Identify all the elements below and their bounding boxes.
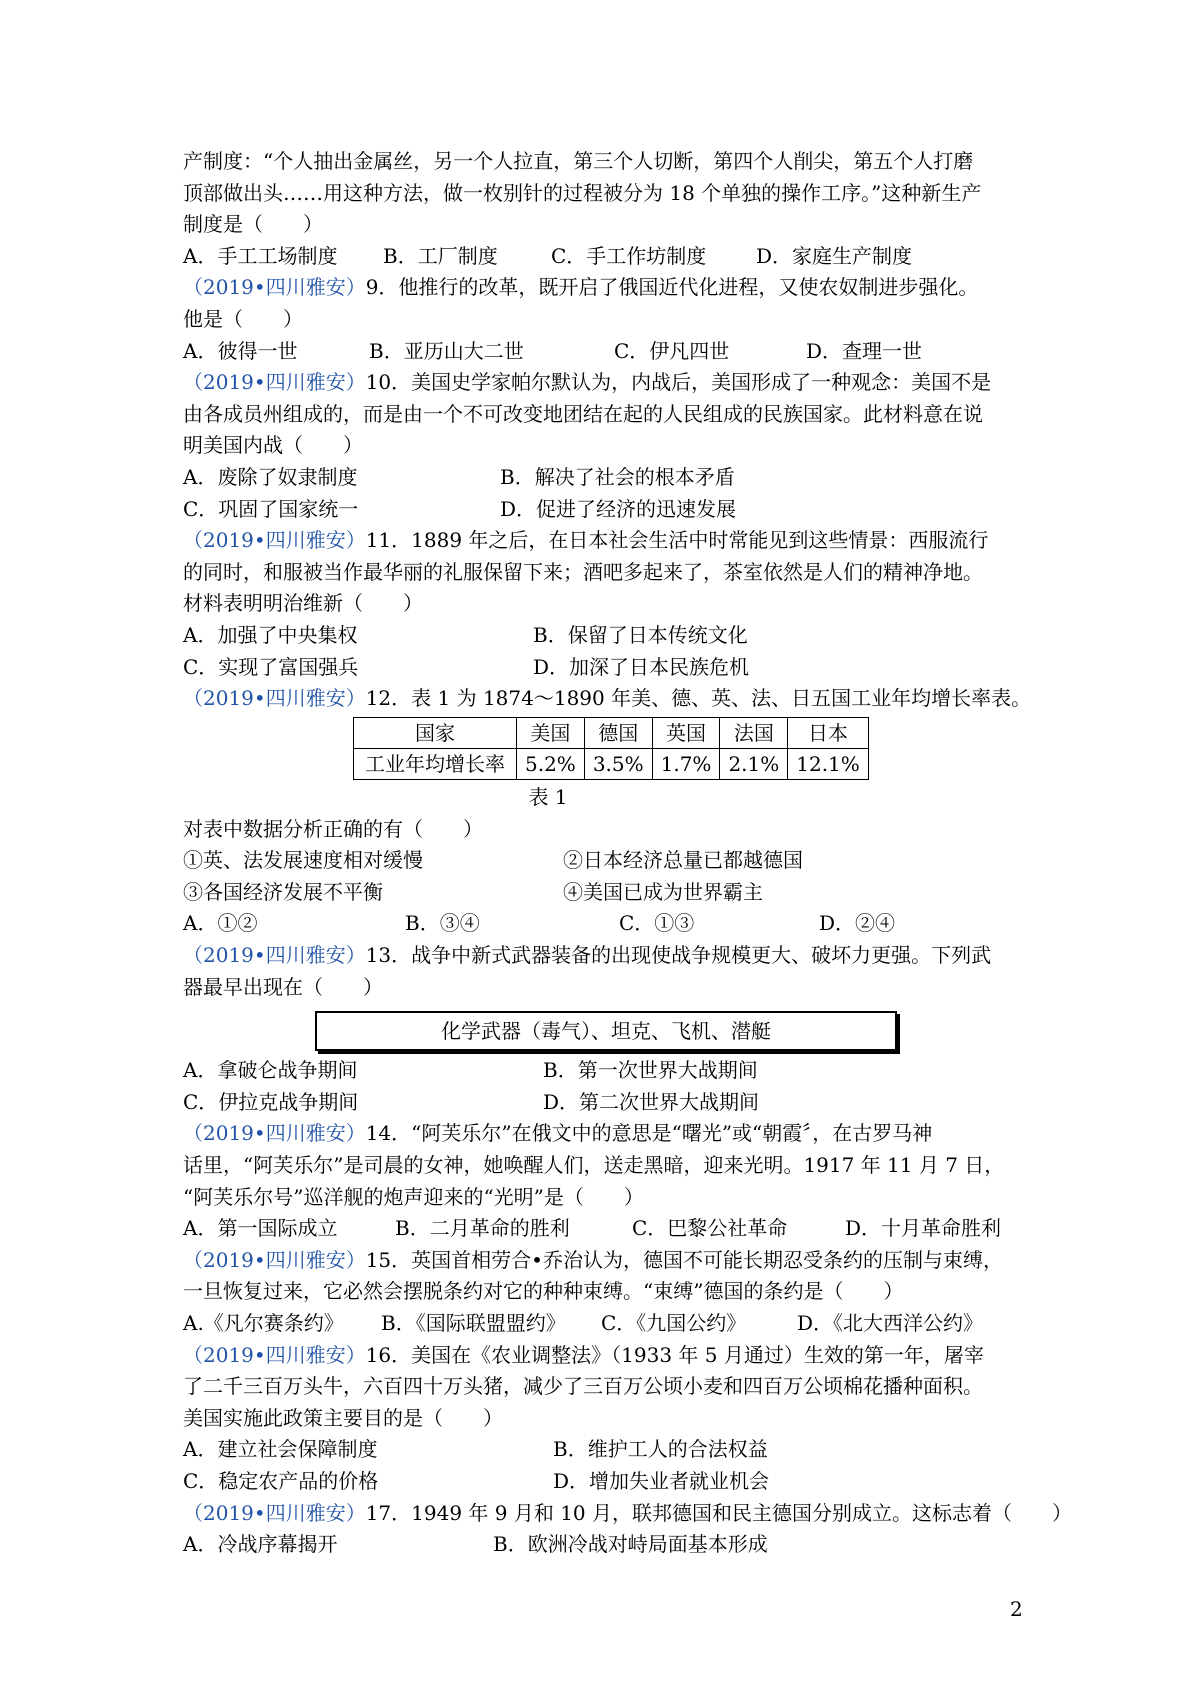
q9-text: 9．他推行的改革，既开启了俄国近代化进程，又使农奴制进步强化。	[365, 275, 979, 300]
q11-text: 11．1889 年之后，在日本社会生活中时常能见到这些情景：西服流行	[365, 528, 989, 553]
q9-option-a: A．彼得一世	[183, 338, 298, 363]
q8-option-c: C．手工作坊制度	[551, 243, 707, 268]
q8-option-b: B．工厂制度	[383, 243, 498, 268]
q16-option-c: C．稳定农产品的价格	[183, 1468, 379, 1493]
q13-stem-line-2: 器最早出现在（ ）	[183, 974, 383, 999]
q15-option-b: B．《国际联盟盟约》	[381, 1311, 566, 1335]
q12-item-3: ③各国经济发展不平衡	[183, 879, 383, 904]
page-content	[183, 146, 1073, 1561]
q16-source: （2019•四川雅安）	[183, 1342, 366, 1367]
q14-option-a: A．第一国际成立	[183, 1216, 338, 1241]
q11-option-b: B．保留了日本传统文化	[533, 622, 748, 647]
table-header-cell: 美国	[517, 717, 585, 748]
q17-source: （2019•四川雅安）	[183, 1500, 366, 1525]
q12-stem-line-2: 对表中数据分析正确的有（ ）	[183, 816, 483, 841]
q8-stem-line-3: 制度是（ ）	[183, 212, 323, 237]
q12-option-b: B．③④	[405, 911, 480, 936]
q10-options-row-1	[183, 462, 1033, 494]
table-header-cell: 法国	[720, 717, 788, 748]
q17-text: 17．1949 年 9 月和 10 月，联邦德国和民主德国分别成立。这标志着（ ）	[365, 1500, 1073, 1525]
q10-options-row-2	[183, 494, 1033, 526]
q10-source: （2019•四川雅安）	[183, 370, 366, 395]
table-caption: 表 1	[528, 784, 568, 809]
q14-stem-line-2: 话里，“阿芙乐尔”是司晨的女神，她唤醒人们，送走黑暗，迎来光明。1917 年 11 月 7 日，	[183, 1153, 1005, 1178]
q12-option-d: D．②④	[819, 911, 896, 936]
q15-source: （2019•四川雅安）	[183, 1247, 366, 1272]
q9-option-b: B．亚历山大二世	[369, 338, 524, 363]
q17-option-a: A．冷战序幕揭开	[183, 1532, 338, 1557]
q8-option-a: A．手工工场制度	[183, 243, 338, 268]
q14-source: （2019•四川雅安）	[183, 1121, 366, 1146]
q16-text: 16．美国在《农业调整法》（1933 年 5 月通过）生效的第一年，屠宰	[365, 1342, 984, 1367]
q12-source: （2019•四川雅安）	[183, 686, 366, 711]
q13-option-b: B．第一次世界大战期间	[543, 1058, 758, 1083]
q12-options	[183, 908, 1033, 940]
q11-options-row-1	[183, 620, 1033, 652]
q15-options	[183, 1308, 1033, 1340]
q11-stem	[183, 525, 1033, 557]
q16-options-row-1	[183, 1434, 1033, 1466]
q9-stem	[183, 272, 1033, 304]
q11-option-c: C．实现了富国强兵	[183, 654, 359, 679]
q13-source: （2019•四川雅安）	[183, 943, 366, 968]
table-row	[354, 748, 869, 779]
q13-option-c: C．伊拉克战争期间	[183, 1089, 359, 1114]
q11-stem-line-2: 的同时，和服被当作最华丽的礼服保留下来；酒吧多起来了，茶室依然是人们的精神净地。	[183, 559, 983, 584]
q14-option-b: B．二月革命的胜利	[395, 1216, 570, 1241]
page-number: 2	[1010, 1597, 1023, 1621]
table-cell: 12.1%	[788, 748, 869, 779]
q14-stem	[183, 1118, 1033, 1150]
q15-option-a: A.《凡尔赛条约》	[183, 1311, 344, 1335]
q9-stem-line-2: 他是（ ）	[183, 306, 303, 331]
table-cell: 2.1%	[720, 748, 788, 779]
table-cell: 工业年均增长率	[354, 748, 517, 779]
q12-items-row-2	[183, 877, 1033, 909]
q16-option-d: D．增加失业者就业机会	[553, 1468, 770, 1493]
growth-rate-table	[353, 717, 869, 780]
q10-option-c: C．巩固了国家统一	[183, 496, 359, 521]
table-cell: 1.7%	[652, 748, 720, 779]
q13-option-d: D．第二次世界大战期间	[543, 1089, 760, 1114]
q10-option-a: A．废除了奴隶制度	[183, 464, 358, 489]
table-cell: 3.5%	[584, 748, 652, 779]
q16-stem-line-3: 美国实施此政策主要目的是（ ）	[183, 1405, 503, 1430]
q13-options-row-1	[183, 1055, 1033, 1087]
q13-stem	[183, 940, 1033, 972]
q16-option-b: B．维护工人的合法权益	[553, 1437, 768, 1462]
q9-options	[183, 336, 1033, 368]
q12-option-c: C．①③	[619, 911, 695, 936]
q8-option-d: D．家庭生产制度	[756, 243, 913, 268]
q9-option-d: D．查理一世	[806, 338, 923, 363]
q17-options	[183, 1529, 1033, 1561]
table-header-cell: 国家	[354, 717, 517, 748]
q12-item-2: ②日本经济总量已都越德国	[563, 848, 803, 873]
q10-stem-line-2: 由各成员州组成的，而是由一个不可改变地团结在起的人民组成的民族国家。此材料意在说	[183, 401, 983, 426]
q16-stem	[183, 1340, 1033, 1372]
q15-option-c: C．《九国公约》	[601, 1311, 747, 1335]
q14-options	[183, 1213, 1033, 1245]
q12-text: 12．表 1 为 1874～1890 年美、德、英、法、日五国工业年均增长率表。	[365, 686, 1032, 711]
table-header-cell: 德国	[584, 717, 652, 748]
q8-stem-line-1: 产制度：“个人抽出金属丝，另一个人拉直，第三个人切断，第四个人削尖，第五个人打磨	[183, 149, 974, 173]
q14-option-c: C．巴黎公社革命	[632, 1216, 788, 1241]
q16-options-row-2	[183, 1466, 1033, 1498]
q10-text: 10．美国史学家帕尔默认为，内战后，美国形成了一种观念：美国不是	[365, 370, 992, 395]
q17-stem	[183, 1498, 1073, 1530]
table-cell: 5.2%	[517, 748, 585, 779]
table-header-cell: 英国	[652, 717, 720, 748]
q15-stem-line-2: 一旦恢复过来，它必然会摆脱条约对它的种种束缚。“束缚”德国的条约是（ ）	[183, 1279, 904, 1304]
q13-option-a: A．拿破仑战争期间	[183, 1058, 358, 1083]
q12-option-a: A．①②	[183, 911, 258, 936]
q16-option-a: A．建立社会保障制度	[183, 1437, 378, 1462]
q12-stem	[183, 683, 1033, 715]
q17-option-b: B．欧洲冷战对峙局面基本形成	[493, 1532, 768, 1557]
q12-item-1: ①英、法发展速度相对缓慢	[183, 848, 423, 873]
q15-text: 15．英国首相劳合•乔治认为，德国不可能长期忍受条约的压制与束缚，	[365, 1247, 1003, 1272]
q11-stem-line-3: 材料表明明治维新（ ）	[183, 591, 423, 616]
q15-option-d: D．《北大西洋公约》	[797, 1311, 984, 1335]
q14-text: 14．“阿芙乐尔”在俄文中的意思是“曙光”或“朝霞〞，在古罗马神	[365, 1121, 933, 1146]
q16-stem-line-2: 了二千三百万头牛，六百四十万头猪，减少了三百万公顷小麦和四百万公顷棉花播种面积。	[183, 1374, 983, 1399]
q13-text: 13．战争中新式武器装备的出现使战争规模更大、破坏力更强。下列武	[365, 943, 992, 968]
q11-option-a: A．加强了中央集权	[183, 622, 358, 647]
q9-source: （2019•四川雅安）	[183, 275, 366, 300]
q11-option-d: D．加深了日本民族危机	[533, 654, 750, 679]
q10-stem	[183, 367, 1033, 399]
q8-options	[183, 241, 1033, 273]
table-header-cell: 日本	[788, 717, 869, 748]
q10-stem-line-3: 明美国内战（ ）	[183, 433, 363, 458]
q12-item-4: ④美国已成为世界霸主	[563, 879, 763, 904]
q10-option-b: B．解决了社会的根本矛盾	[500, 464, 735, 489]
q14-option-d: D．十月革命胜利	[845, 1216, 1002, 1241]
q12-items-row-1	[183, 845, 1033, 877]
q10-option-d: D．促进了经济的迅速发展	[500, 496, 737, 521]
q11-source: （2019•四川雅安）	[183, 528, 366, 553]
q11-options-row-2	[183, 652, 1033, 684]
q15-stem	[183, 1245, 1033, 1277]
weapons-box: 化学武器（毒气）、坦克、飞机、潜艇	[315, 1011, 897, 1051]
q9-option-c: C．伊凡四世	[614, 338, 730, 363]
q8-stem-line-2: 顶部做出头……用这种方法，做一枚别针的过程被分为 18 个单独的操作工序。”这种新生产	[183, 180, 982, 205]
q14-stem-line-3: “阿芙乐尔号”巡洋舰的炮声迎来的“光明”是（ ）	[183, 1184, 644, 1209]
table-header-row	[354, 717, 869, 748]
q13-options-row-2	[183, 1087, 1033, 1119]
